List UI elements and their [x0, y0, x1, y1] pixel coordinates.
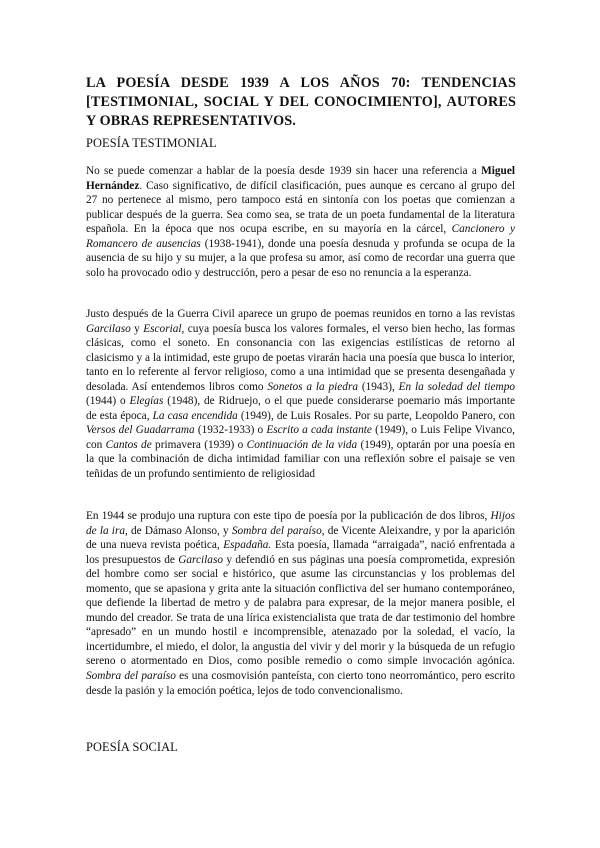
paragraph-1944-rupture: En 1944 se produjo una ruptura con este tipo de poesía por la publicación de dos libros, Hijos de la ira, de Dámaso Alonso, y Sombra del paraíso, de Vicente Aleixandre, y por la aparición de una nueva revista poética, Espadaña. Esta poesía, llamada “arraigada”, nació enfrentada a los presupuestos de Garcilaso y defendió en sus páginas una poesía comprometida, expresión del hombre como ser social e histórico, que asume las circunstancias y los problemas del momento, que se apasiona y grita ante la situación conflictiva del ser humano contemporáneo, que defiende la libertad de metro y de palabra para expresar, de la mejor manera posible, el mundo del creador. Se trata de una lírica existencialista que trata de dar testimonio del hombre “apresado” en un mundo hostil e incomprensible, atenazado por la soledad, el vacío, la incertidumbre, el miedo, el dolor, la angustia del vivir y del morir y la búsqueda de un refugio sereno o atormentado en Dios, como posible remedio o como simple invocación agónica. Sombra del paraíso es una cosmovisión panteísta, con cierto tono neorromántico, pero escrito desde la pasión y la emoción poética, lejos de todo convencionalismo. — [86, 510, 516, 697]
section-heading-social: POESÍA SOCIAL — [86, 740, 178, 754]
paragraph-garcilaso-escorial: Justo después de la Guerra Civil aparece un grupo de poemas reunidos en torno a las revistas Garcilaso y Escorial, cuya poesía busca los valores formales, el verso bien hecho, las formas clásicas, como el soneto. En consonancia con las exigencias estilísticas de retorno al clasicismo y a la intimidad, este grupo de poetas virarán hacia una poesía que busca lo interior, tanto en lo referente al fervor religioso, como a una intimidad que se presenta desengañada y desolada. Así entendemos libros como Sonetos a la piedra (1943), En la soledad del tiempo (1944) o Elegías (1948), de Ridruejo, o el que puede considerarse poemario más importante de esta época, La casa encendida (1949), de Luis Rosales. Por su parte, Leopoldo Panero, con Versos del Guadarrama (1932-1933) o Escrito a cada instante (1949), o Luis Felipe Vivanco, con Cantos de primavera (1939) o Continuación de la vida (1949), optarán por una poesía en la que la combinación de dicha intimidad familiar con una reflexión sobre el paisaje se ven teñidas de un profundo sentimiento de religiosidad — [86, 308, 516, 481]
book-title: Sombra del paraíso — [231, 524, 322, 537]
book-title: Escrito a cada instante — [266, 424, 372, 437]
book-title: Continuación de la vida — [246, 438, 358, 451]
book-title: Cantos de — [105, 438, 152, 451]
book-title: Sombra del paraíso — [86, 670, 176, 683]
document-title: LA POESÍA DESDE 1939 A LOS AÑOS 70: TENDENCIAS [TESTIMONIAL, SOCIAL Y DEL CONOCIMIENTO], AUTORES Y OBRAS REPRESENTATIVOS. — [86, 75, 516, 129]
section-heading-testimonial: POESÍA TESTIMONIAL — [86, 136, 217, 150]
book-title: La casa encendida — [152, 409, 238, 422]
book-title: Hijos de la ira — [86, 510, 515, 537]
book-title: Elegías — [129, 395, 164, 408]
book-title: Cancionero y Romancero de ausencias — [86, 223, 515, 250]
book-title: Versos del Guadarrama — [86, 424, 195, 437]
journal-title: Espadaña. — [223, 539, 272, 552]
journal-title: Escorial — [143, 322, 182, 335]
journal-title: Garcilaso — [86, 322, 131, 335]
author-name-bold: Miguel Hernández — [86, 165, 515, 192]
book-title: En la soledad del tiempo — [398, 380, 516, 393]
paragraph-miguel-hernandez: No se puede comenzar a hablar de la poesía desde 1939 sin hacer una referencia a Miguel Hernández. Caso significativo, de difícil clasificación, pues aunque es cercano al grupo del 27 no pertenece al mismo, pero tampoco está en sintonía con los poetas que comienzan a publicar después de la guerra. Sea como sea, se trata de un poeta fundamental de la literatura española. En la época que nos ocupa escribe, en su mayoría en la cárcel, Cancionero y Romancero de ausencias (1938-1941), donde una poesía desnuda y profunda se ocupa de la ausencia de su hijo y su mujer, a la que profesa su amor, así como de recordar una guerra que solo ha provocado odio y destrucción, pero a pesar de eso no renuncia a la esperanza. — [86, 165, 515, 279]
book-title: Sonetos a la piedra — [267, 380, 358, 393]
journal-title: Garcilaso — [178, 553, 223, 566]
